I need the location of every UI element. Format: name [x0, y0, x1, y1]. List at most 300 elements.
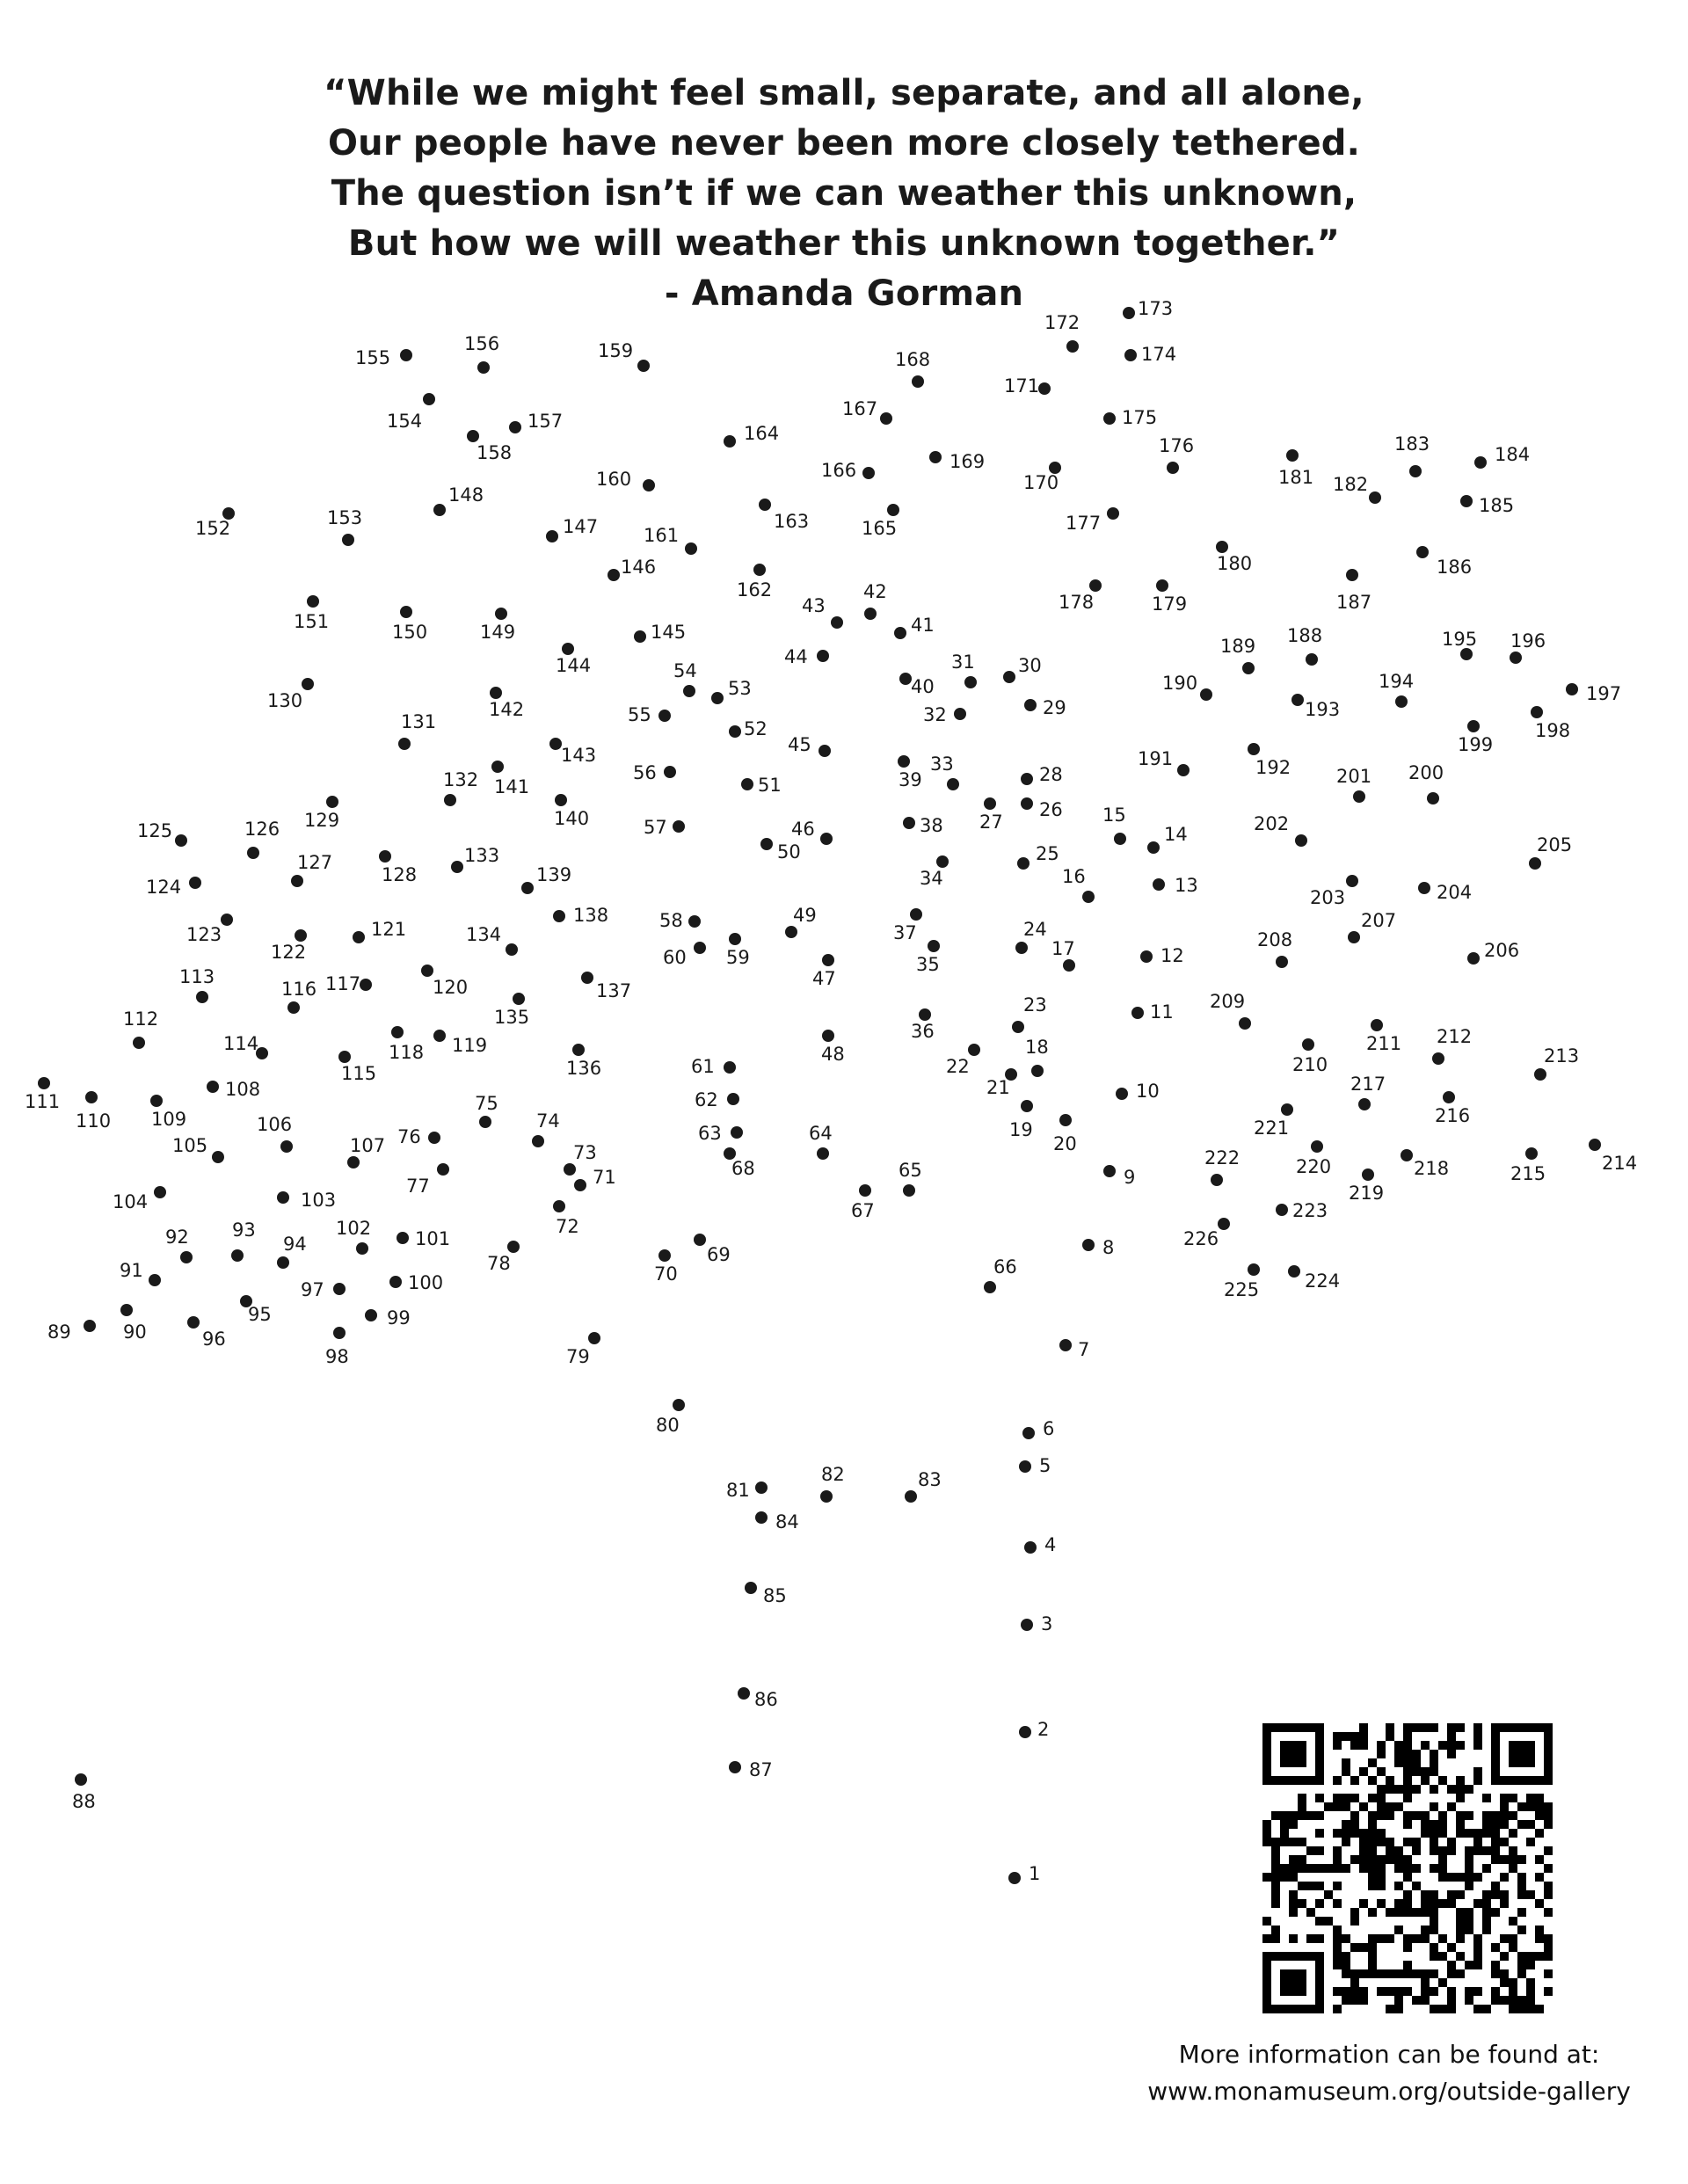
- dot-12: [1140, 945, 1184, 966]
- dot-38: [903, 815, 943, 836]
- dot-number: 95: [248, 1304, 272, 1325]
- quote-line-2: Our people have never been more closely tethered.: [327, 123, 1361, 164]
- dot-42: [863, 581, 887, 620]
- dot-number: 138: [573, 905, 609, 926]
- dot-number: 162: [737, 579, 773, 601]
- dot-24: [1015, 919, 1047, 954]
- dot-marker: [820, 1490, 833, 1503]
- dot-160: [596, 469, 655, 491]
- dot-11: [1131, 1001, 1174, 1023]
- dot-number: 164: [744, 423, 780, 444]
- dot-15: [1102, 804, 1126, 845]
- dot-marker: [1200, 688, 1212, 701]
- dot-marker: [741, 778, 753, 790]
- dot-number: 119: [452, 1035, 488, 1056]
- dot-marker: [1008, 1872, 1021, 1884]
- dot-marker: [1038, 382, 1051, 395]
- dot-number: 188: [1287, 625, 1323, 646]
- dot-145: [634, 622, 686, 643]
- dot-78: [487, 1241, 520, 1274]
- dot-number: 23: [1023, 994, 1047, 1016]
- dot-number: 107: [350, 1135, 386, 1156]
- dot-164: [724, 423, 779, 448]
- dot-marker: [1218, 1218, 1230, 1230]
- dot-137: [581, 972, 631, 1001]
- dot-marker: [1019, 1726, 1031, 1738]
- dot-marker: [894, 627, 906, 639]
- dot-number: 179: [1152, 593, 1188, 615]
- dot-marker: [75, 1773, 87, 1786]
- dot-marker: [189, 877, 201, 889]
- dot-number: 214: [1602, 1153, 1638, 1174]
- dot-number: 90: [123, 1321, 147, 1343]
- dot-157: [509, 411, 563, 433]
- dot-number: 46: [791, 819, 815, 840]
- dot-5: [1019, 1455, 1051, 1476]
- dot-188: [1287, 625, 1322, 666]
- dot-4: [1024, 1534, 1056, 1555]
- dot-number: 67: [851, 1200, 875, 1221]
- dot-number: 58: [659, 910, 683, 931]
- quote-line-4: But how we will weather this unknown together.”: [347, 223, 1341, 264]
- dot-marker: [1216, 541, 1228, 553]
- dot-marker: [1239, 1017, 1251, 1030]
- dot-number: 184: [1495, 444, 1531, 465]
- dot-marker: [154, 1186, 166, 1198]
- dot-marker: [1306, 653, 1318, 666]
- dot-193: [1291, 694, 1340, 720]
- dot-6: [1022, 1418, 1054, 1439]
- dot-marker: [513, 993, 525, 1005]
- dot-number: 194: [1379, 671, 1415, 692]
- dot-marker: [477, 361, 490, 374]
- dot-168: [895, 349, 930, 388]
- dot-number: 40: [911, 676, 935, 697]
- dot-118: [389, 1026, 424, 1063]
- dot-marker: [928, 940, 940, 952]
- dot-number: 208: [1257, 929, 1293, 950]
- dot-marker: [1124, 349, 1137, 361]
- dot-222: [1204, 1147, 1240, 1186]
- dot-number: 204: [1437, 882, 1473, 903]
- dot-number: 125: [137, 820, 173, 841]
- dot-marker: [1302, 1038, 1314, 1051]
- dot-number: 71: [593, 1167, 616, 1188]
- dot-216: [1435, 1091, 1470, 1126]
- dot-number: 52: [744, 718, 768, 739]
- dot-133: [451, 845, 499, 873]
- dot-76: [397, 1126, 440, 1147]
- dot-81: [726, 1480, 768, 1501]
- dot-marker: [1066, 340, 1079, 353]
- dot-number: 175: [1122, 407, 1158, 428]
- dot-167: [842, 398, 892, 425]
- dot-marker: [1281, 1103, 1293, 1116]
- dot-marker: [277, 1191, 289, 1204]
- dot-marker: [1015, 942, 1028, 954]
- footer-info-line: More information can be found at:: [1178, 2040, 1600, 2069]
- dot-number: 28: [1039, 764, 1063, 785]
- dot-number: 5: [1039, 1455, 1051, 1476]
- dot-number: 146: [621, 557, 657, 578]
- dot-marker: [964, 676, 977, 688]
- dot-marker: [333, 1327, 346, 1339]
- dot-54: [673, 660, 697, 697]
- dot-97: [301, 1279, 346, 1300]
- dot-marker: [495, 608, 507, 620]
- dot-number: 195: [1442, 629, 1478, 650]
- dot-marker: [546, 530, 558, 542]
- dot-number: 17: [1051, 938, 1075, 959]
- dot-number: 75: [475, 1093, 498, 1114]
- dot-number: 174: [1141, 344, 1177, 365]
- dot-117: [325, 973, 372, 994]
- dot-226: [1183, 1218, 1230, 1249]
- dot-number: 211: [1366, 1033, 1402, 1054]
- dot-151: [294, 595, 329, 632]
- dot-marker: [391, 1026, 404, 1038]
- dot-number: 123: [186, 924, 222, 945]
- dot-number: 130: [267, 690, 303, 711]
- dot-number: 122: [271, 942, 307, 963]
- dot-92: [165, 1227, 193, 1263]
- dot-marker: [1346, 569, 1358, 581]
- dot-marker: [379, 850, 391, 863]
- dot-32: [923, 704, 966, 725]
- dot-37: [893, 908, 922, 943]
- dot-marker: [338, 1051, 351, 1063]
- dot-number: 66: [993, 1256, 1017, 1278]
- dot-number: 94: [283, 1234, 307, 1255]
- dot-204: [1418, 882, 1472, 903]
- dot-146: [608, 557, 656, 581]
- dot-marker: [572, 1044, 585, 1056]
- dot-number: 149: [480, 622, 516, 643]
- dot-208: [1257, 929, 1292, 968]
- dot-number: 223: [1292, 1200, 1328, 1221]
- dot-number: 150: [392, 622, 428, 643]
- dot-60: [663, 942, 706, 968]
- dot-number: 19: [1009, 1119, 1033, 1140]
- dot-marker: [1089, 579, 1102, 592]
- dot-185: [1460, 495, 1514, 516]
- dot-marker: [1346, 875, 1358, 887]
- dot-number: 44: [784, 646, 808, 667]
- dot-marker: [1248, 1263, 1260, 1276]
- dot-number: 163: [774, 511, 810, 532]
- dot-number: 148: [448, 484, 484, 506]
- dot-59: [726, 933, 750, 968]
- dot-marker: [1474, 456, 1487, 469]
- dot-number: 196: [1510, 630, 1546, 652]
- dot-number: 29: [1043, 697, 1066, 718]
- dot-marker: [221, 914, 233, 926]
- dot-marker: [862, 467, 875, 479]
- dot-marker: [1531, 706, 1543, 718]
- dot-9: [1103, 1165, 1135, 1188]
- dot-number: 169: [950, 451, 986, 472]
- dot-100: [389, 1272, 443, 1293]
- dot-41: [894, 615, 935, 639]
- dot-172: [1044, 312, 1080, 353]
- dot-marker: [467, 430, 479, 442]
- dot-marker: [738, 1687, 750, 1700]
- dot-number: 1: [1029, 1863, 1041, 1884]
- dot-number: 153: [327, 507, 363, 528]
- dot-marker: [588, 1332, 600, 1344]
- dot-170: [1023, 462, 1061, 493]
- dot-number: 41: [911, 615, 935, 636]
- dot-marker: [954, 708, 966, 720]
- dot-number: 134: [466, 924, 502, 945]
- dot-21: [986, 1068, 1017, 1098]
- dot-56: [633, 762, 676, 783]
- dot-number: 86: [754, 1689, 778, 1710]
- dot-marker: [397, 1232, 409, 1244]
- dot-marker: [1059, 1339, 1072, 1351]
- dot-127: [291, 852, 332, 887]
- dot-number: 151: [294, 611, 330, 632]
- dot-91: [120, 1260, 161, 1286]
- dot-marker: [887, 504, 899, 516]
- dot-number: 115: [341, 1063, 377, 1084]
- dot-number: 56: [633, 762, 657, 783]
- dot-marker: [1589, 1139, 1601, 1151]
- dot-marker: [731, 1126, 743, 1139]
- dot-marker: [1059, 1114, 1072, 1126]
- dot-number: 38: [920, 815, 943, 836]
- dot-marker: [549, 738, 562, 750]
- dot-114: [223, 1033, 268, 1059]
- dot-number: 187: [1336, 592, 1372, 613]
- dot-number: 15: [1102, 804, 1126, 826]
- dot-number: 45: [788, 734, 811, 755]
- dot-number: 62: [695, 1089, 718, 1110]
- dot-marker: [1248, 743, 1260, 755]
- dot-number: 70: [654, 1263, 678, 1285]
- dot-number: 127: [297, 852, 333, 873]
- dot-16: [1062, 866, 1095, 903]
- dot-108: [207, 1079, 260, 1100]
- dot-197: [1566, 683, 1621, 704]
- dot-number: 116: [281, 979, 317, 1000]
- dot-225: [1224, 1263, 1260, 1300]
- dot-number: 120: [433, 977, 469, 998]
- dot-marker: [673, 820, 685, 833]
- dot-marker: [817, 1147, 829, 1160]
- dot-62: [695, 1089, 739, 1110]
- dot-number: 101: [415, 1228, 451, 1249]
- dot-71: [574, 1167, 616, 1191]
- dot-marker: [694, 1234, 706, 1246]
- dot-marker: [212, 1151, 224, 1163]
- dot-121: [353, 919, 406, 943]
- dot-marker: [84, 1320, 96, 1332]
- dot-number: 219: [1349, 1183, 1385, 1204]
- dot-marker: [1242, 662, 1255, 674]
- dot-number: 47: [812, 968, 836, 989]
- dot-number: 224: [1305, 1270, 1341, 1292]
- dot-marker: [1024, 1541, 1037, 1554]
- dot-68: [724, 1147, 755, 1179]
- dot-marker: [389, 1276, 402, 1288]
- dot-marker: [755, 1511, 768, 1524]
- dot-7: [1059, 1339, 1089, 1360]
- dot-178: [1059, 579, 1102, 613]
- dot-115: [338, 1051, 376, 1084]
- dot-8: [1082, 1237, 1114, 1258]
- dot-marker: [831, 616, 843, 629]
- footer-url-link[interactable]: www.monamuseum.org/outside-gallery: [1147, 2077, 1631, 2106]
- dot-201: [1336, 766, 1372, 803]
- dot-marker: [729, 725, 741, 738]
- dot-49: [785, 905, 817, 938]
- dot-number: 63: [698, 1123, 722, 1144]
- dot-147: [546, 516, 598, 542]
- dot-marker: [1295, 834, 1307, 847]
- dot-number: 210: [1292, 1054, 1328, 1075]
- dot-marker: [1147, 841, 1160, 854]
- dot-161: [644, 525, 697, 555]
- dot-marker: [822, 954, 834, 966]
- dot-marker: [521, 882, 534, 894]
- dot-159: [598, 340, 650, 372]
- dot-175: [1103, 407, 1157, 428]
- dot-36: [911, 1008, 935, 1042]
- dot-number: 177: [1066, 513, 1102, 534]
- dot-marker: [356, 1242, 368, 1255]
- dot-191: [1138, 748, 1190, 776]
- dot-63: [698, 1123, 743, 1144]
- dot-192: [1248, 743, 1291, 778]
- dot-marker: [727, 1093, 739, 1105]
- dot-209: [1210, 991, 1251, 1030]
- dot-marker: [149, 1274, 161, 1286]
- dot-number: 139: [536, 864, 572, 885]
- dot-number: 91: [120, 1260, 143, 1281]
- dot-marker: [905, 1490, 917, 1503]
- dot-number: 24: [1023, 919, 1047, 940]
- dot-marker: [1369, 491, 1381, 504]
- dot-number: 136: [566, 1058, 602, 1079]
- dot-marker: [817, 650, 829, 662]
- dot-number: 166: [821, 460, 857, 481]
- dot-224: [1288, 1265, 1340, 1292]
- dot-number: 12: [1160, 945, 1184, 966]
- dot-marker: [365, 1309, 377, 1321]
- dot-marker: [120, 1304, 133, 1316]
- dot-number: 189: [1220, 636, 1256, 657]
- dot-74: [532, 1110, 560, 1147]
- dot-number: 68: [731, 1158, 755, 1179]
- dot-190: [1162, 673, 1212, 701]
- dot-102: [336, 1218, 371, 1255]
- dot-number: 225: [1224, 1279, 1260, 1300]
- dot-number: 80: [656, 1415, 680, 1436]
- dot-number: 9: [1124, 1167, 1136, 1188]
- dot-marker: [555, 794, 567, 806]
- dot-number: 129: [304, 810, 340, 831]
- dot-148: [433, 484, 484, 516]
- dot-number: 76: [397, 1126, 421, 1147]
- dot-70: [654, 1249, 678, 1285]
- dot-218: [1401, 1149, 1449, 1179]
- dot-106: [257, 1114, 293, 1153]
- dot-number: 108: [225, 1079, 261, 1100]
- dot-marker: [1510, 652, 1522, 664]
- dot-132: [443, 769, 478, 806]
- dot-89: [47, 1320, 96, 1343]
- dot-number: 201: [1336, 766, 1372, 787]
- dot-135: [494, 993, 529, 1028]
- dot-number: 64: [809, 1123, 833, 1144]
- dot-marker: [864, 608, 877, 620]
- dot-marker: [984, 797, 996, 810]
- dot-number: 87: [749, 1759, 773, 1780]
- dot-marker: [1021, 773, 1033, 785]
- dot-18: [1025, 1037, 1049, 1077]
- dot-marker: [673, 1399, 685, 1411]
- dot-96: [187, 1316, 226, 1350]
- dot-number: 88: [72, 1791, 96, 1812]
- qr-code[interactable]: [1262, 1723, 1553, 2013]
- dot-marker: [553, 1200, 565, 1212]
- dot-number: 140: [554, 808, 590, 829]
- dot-143: [549, 738, 596, 766]
- dot-number: 37: [893, 922, 917, 943]
- dot-marker: [507, 1241, 520, 1253]
- dot-marker: [1103, 1165, 1116, 1177]
- dot-marker: [1276, 956, 1288, 968]
- dot-marker: [1362, 1168, 1374, 1181]
- dot-number: 89: [47, 1321, 71, 1343]
- dot-marker: [1019, 1460, 1031, 1473]
- dot-number: 8: [1102, 1237, 1115, 1258]
- dot-marker: [207, 1081, 219, 1093]
- dot-number: 126: [244, 819, 280, 840]
- dot-79: [566, 1332, 600, 1367]
- dot-number: 173: [1138, 298, 1174, 319]
- dot-number: 36: [911, 1021, 935, 1042]
- dot-number: 144: [556, 655, 592, 676]
- dot-number: 114: [223, 1033, 259, 1054]
- dot-109: [150, 1095, 186, 1130]
- dot-marker: [1460, 648, 1473, 660]
- dot-10: [1116, 1081, 1160, 1102]
- dot-marker: [1525, 1147, 1538, 1160]
- dot-57: [644, 817, 685, 838]
- dot-marker: [1409, 465, 1422, 477]
- dot-27: [979, 797, 1003, 833]
- dot-number: 72: [556, 1216, 579, 1237]
- dot-26: [1021, 797, 1063, 820]
- dot-34: [920, 855, 949, 889]
- dot-marker: [562, 643, 574, 655]
- dot-number: 49: [793, 905, 817, 926]
- dot-number: 3: [1041, 1613, 1053, 1634]
- dot-marker: [919, 1008, 931, 1021]
- dot-number: 132: [443, 769, 479, 790]
- dot-number: 43: [802, 595, 826, 616]
- dot-88: [72, 1773, 96, 1812]
- dot-marker: [490, 687, 502, 699]
- dot-number: 168: [895, 349, 931, 370]
- dot-105: [172, 1135, 224, 1163]
- dot-marker: [694, 942, 706, 954]
- dot-163: [759, 499, 809, 532]
- dot-55: [628, 704, 671, 725]
- dot-number: 33: [930, 753, 954, 775]
